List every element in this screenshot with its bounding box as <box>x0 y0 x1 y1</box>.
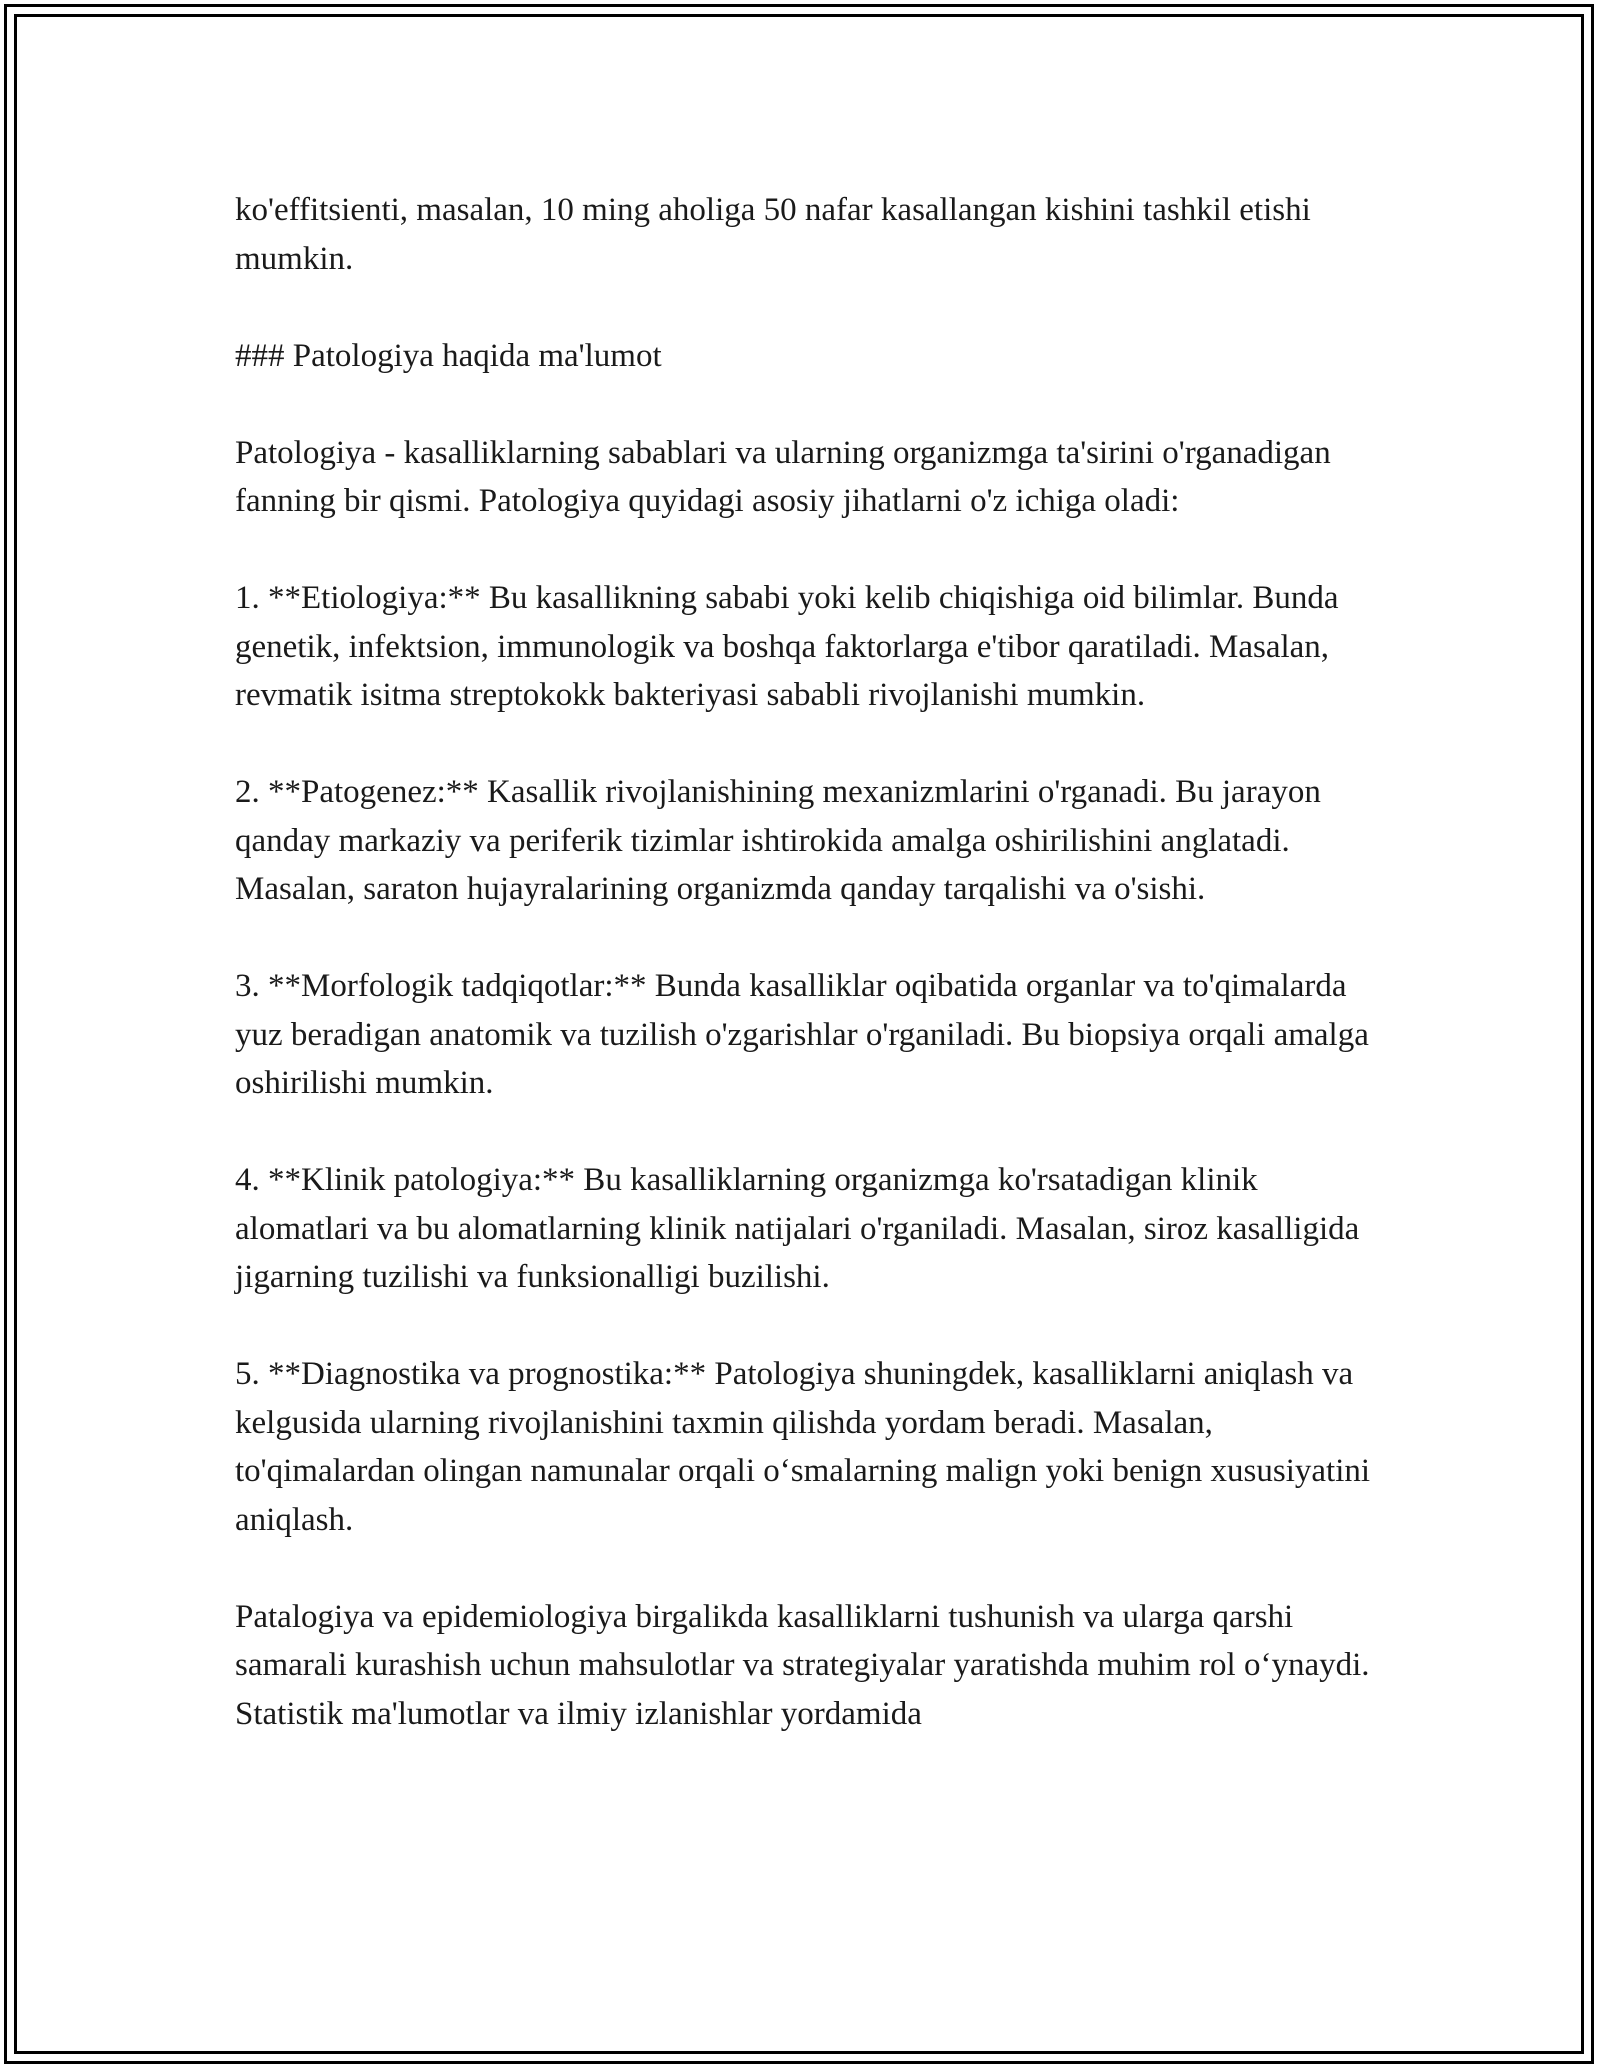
paragraph-conclusion: Patalogiya va epidemiologiya birgalikda kasalliklarni tushunish va ularga qarshi samarali kurashish uchun mahsulotlar va strategiyalar yaratishda muhim rol o‘ynaydi. Statistik ma'lumotlar va ilmiy izlanishlar yordamida <box>235 1598 1370 1732</box>
list-item-clinical-pathology: 4. **Klinik patologiya:** Bu kasalliklarning organizmga ko'rsatadigan klinik alomatlari va bu alomatlarning klinik natijalari o'rganiladi. Masalan, siroz kasalligida jigarning tuzilishi va funksionalligi buzilishi. <box>235 1162 1360 1295</box>
paragraph-intro-continuation: ko'effitsienti, masalan, 10 ming aholiga 50 nafar kasallangan kishini tashkil etishi mumkin. <box>235 192 1311 277</box>
paragraph-pathology-definition: Patologiya - kasalliklarning sabablari va ularning organizmga ta'sirini o'rganadigan fanning bir qismi. Patologiya quyidagi asosiy jihatlarni o'z ichiga oladi: <box>235 434 1331 519</box>
document-body <box>235 186 1375 1738</box>
list-item-etiology: 1. **Etiologiya:** Bu kasallikning sababi yoki kelib chiqishiga oid bilimlar. Bunda genetik, infektsion, immunologik va boshqa faktorlarga e'tibor qaratiladi. Masalan, revmatik isitma streptokokk bakteriyasi sababli rivojlanishi mumkin. <box>235 580 1339 713</box>
list-item-morphology: 3. **Morfologik tadqiqotlar:** Bunda kasalliklar oqibatida organlar va to'qimalarda yuz beradigan anatomik va tuzilish o'zgarishlar o'rganiladi. Bu biopsiya orqali amalga oshirilishi mumkin. <box>235 968 1369 1101</box>
section-heading: ### Patologiya haqida ma'lumot <box>235 337 662 374</box>
list-item-diagnostics: 5. **Diagnostika va prognostika:** Patologiya shuningdek, kasalliklarni aniqlash va kelgusida ularning rivojlanishini taxmin qilishda yordam beradi. Masalan, to'qimalardan olingan namunalar orqali o‘smalarning malign yoki benign xususiyatini aniqlash. <box>235 1356 1371 1538</box>
list-item-pathogenesis: 2. **Patogenez:** Kasallik rivojlanishining mexanizmlarini o'rganadi. Bu jarayon qanday markaziy va periferik tizimlar ishtirokida amalga oshirilishini anglatadi. Masalan, saraton hujayralarining organizmda qanday tarqalishi va o'sishi. <box>235 774 1321 907</box>
